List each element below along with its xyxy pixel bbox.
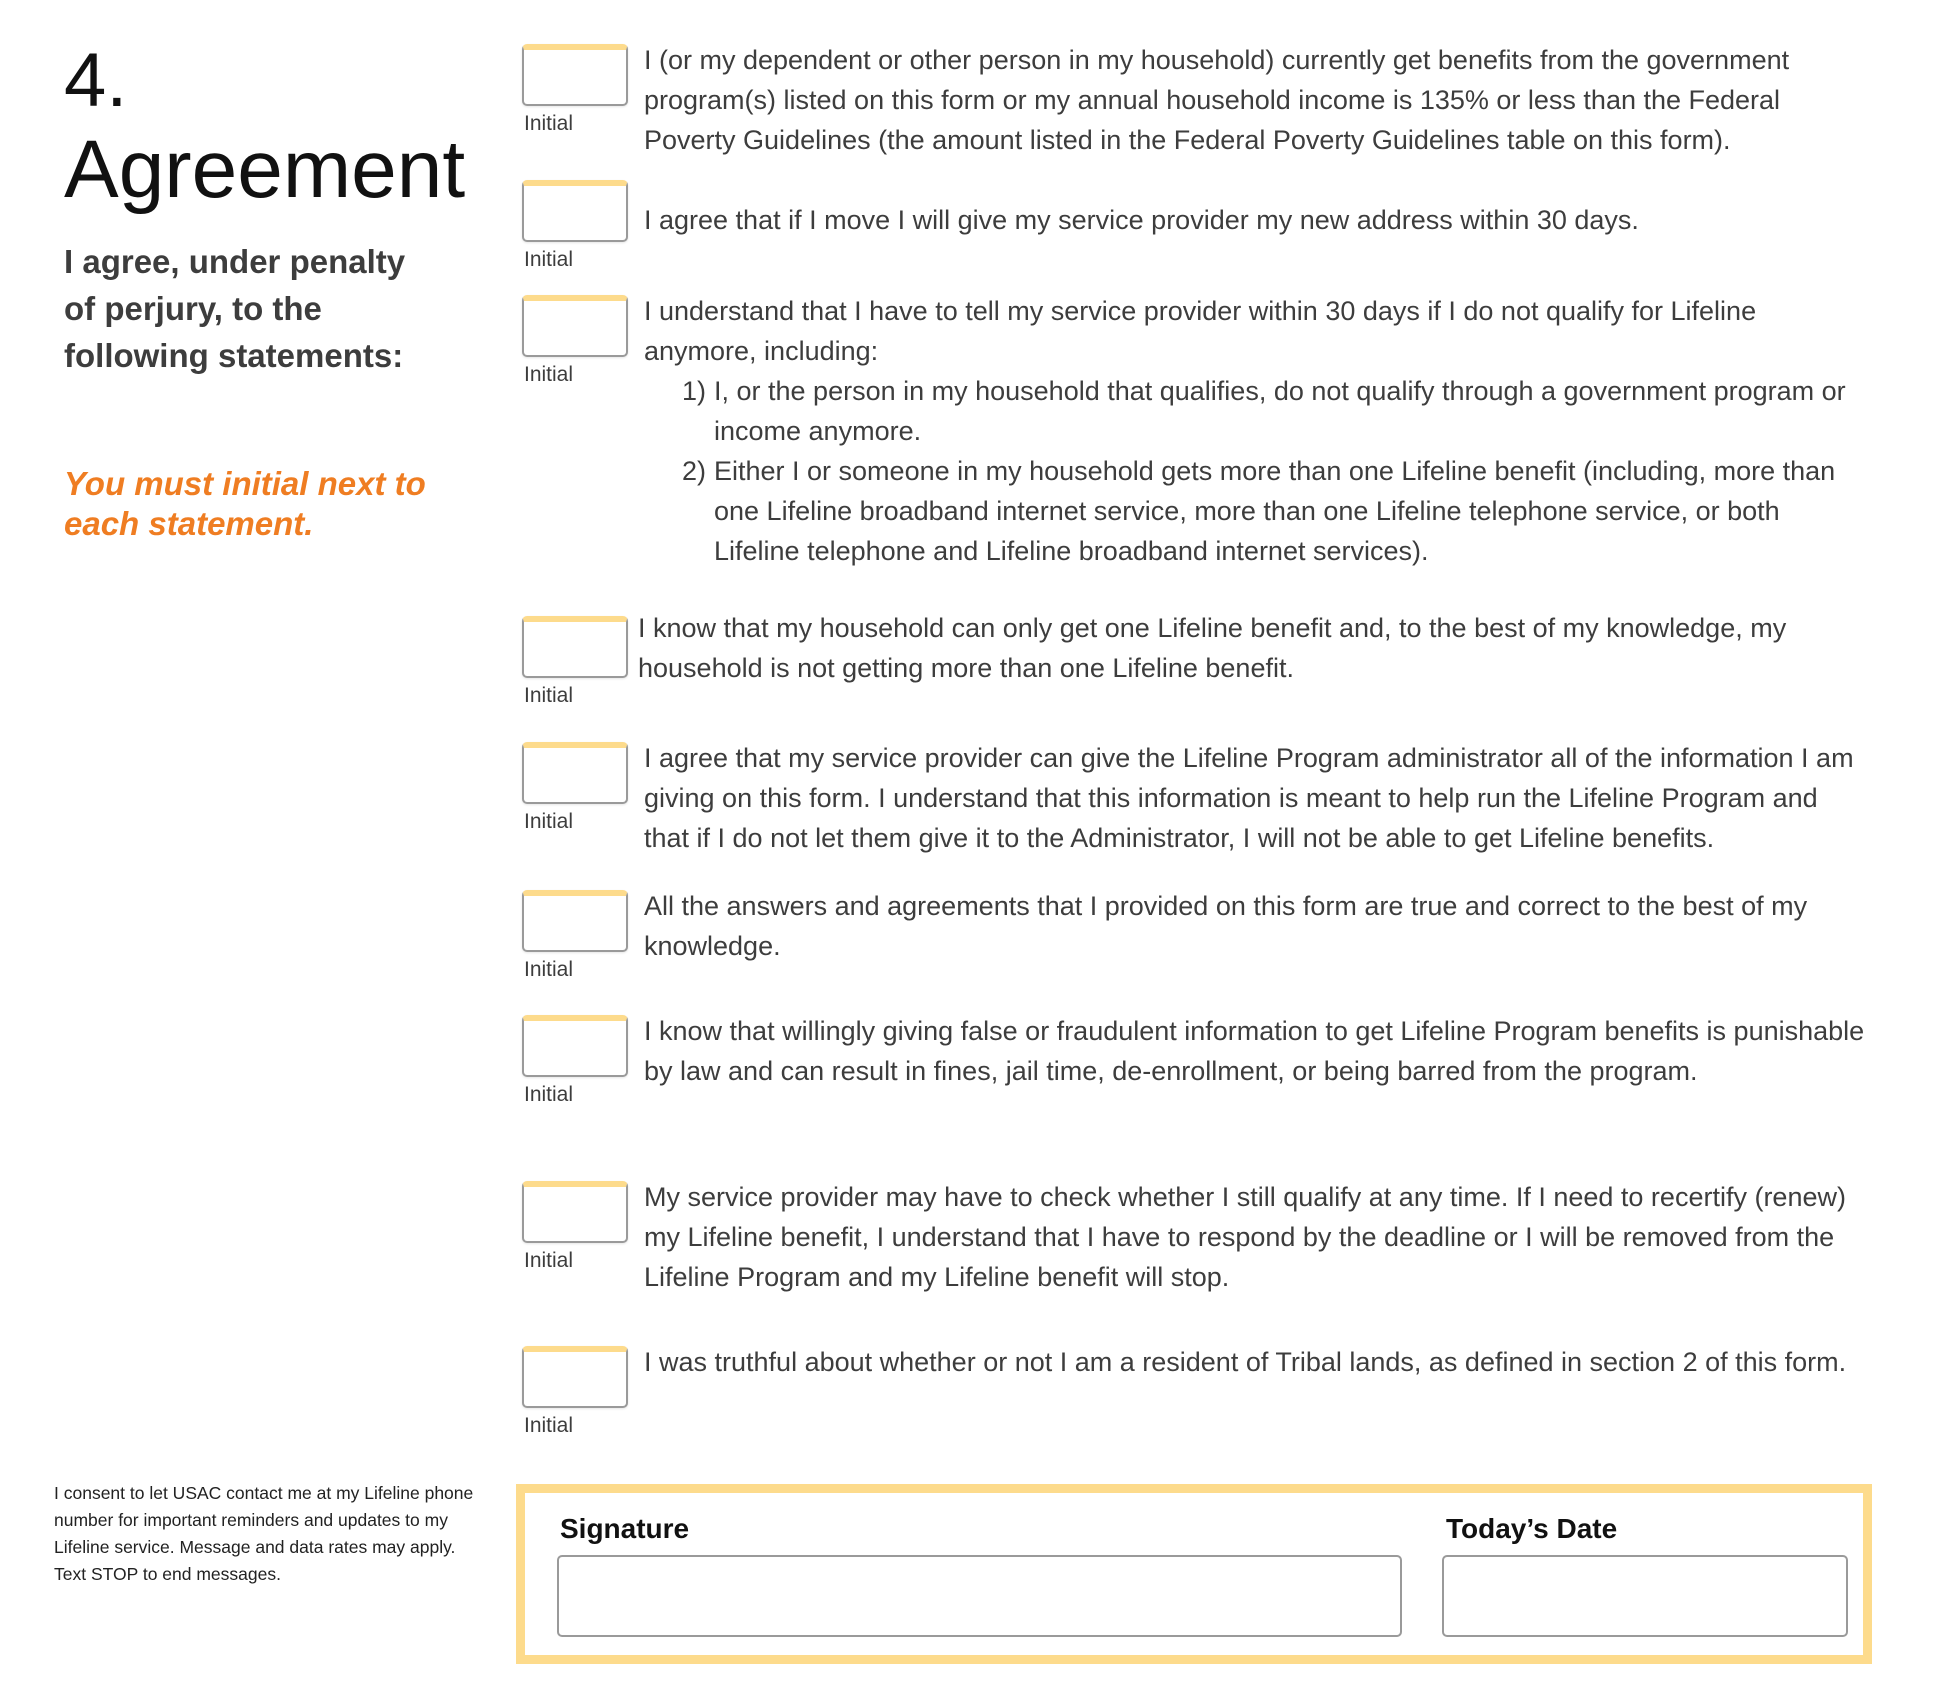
statement-text-8: My service provider may have to check whether I still qualify at any time. If I need to recertify (renew) my Lifeline benefit, I understand that I have to respond by the deadline or I will be removed from the Lifeline Program and my Lifeline benefit will stop. [644,1182,1846,1292]
section-instruction: You must initial next to each statement. [64,465,426,542]
section-number: 4. [64,38,128,123]
statement-text-2: I agree that if I move I will give my service provider my new address within 30 days. [644,205,1639,235]
initial-field-5[interactable] [522,742,628,804]
date-field[interactable] [1442,1555,1848,1637]
initial-field-1[interactable] [522,44,628,106]
statement-text-3-intro: I understand that I have to tell my service provider within 30 days if I do not qualify for Lifeline anymore, including: [644,296,1757,366]
signature-panel [516,1484,1872,1664]
initial-label: Initial [524,684,574,707]
sub-item-number: 1) [682,376,707,406]
statement-text-4: I know that my household can only get one Lifeline benefit and, to the best of my knowledge, my household is not getting more than one Lifeline benefit. [638,613,1787,683]
initial-field-8[interactable] [522,1181,628,1243]
sub-item-number: 2) [682,456,707,486]
section-subtitle: I agree, under penalty of perjury, to the following statements: [64,243,406,374]
statement-text-7: I know that willingly giving false or fraudulent information to get Lifeline Program benefits is punishable by law and can result in fines, jail time, de-enrollment, or being barred from the program. [644,1016,1865,1086]
statement-3-sub-list [644,371,1866,571]
initial-label: Initial [524,112,574,135]
statement-text-5: I agree that my service provider can give the Lifeline Program administrator all of the information I am giving on this form. I understand that this information is meant to help run the Lifeline Program and that if I do not let them give it to the Administrator, I will not be able to get Lifeline benefits. [644,743,1854,853]
date-label: Today’s Date [1446,1513,1618,1544]
initial-label: Initial [524,810,574,833]
initial-field-7[interactable] [522,1015,628,1077]
statement-text-6: All the answers and agreements that I provided on this form are true and correct to the best of my knowledge. [644,891,1808,961]
initial-field-3[interactable] [522,295,628,357]
consent-note: I consent to let USAC contact me at my Lifeline phone number for important reminders and updates to my Lifeline service. Message and data rates may apply. Text STOP to end messages. [54,1483,474,1584]
initial-field-4[interactable] [522,616,628,678]
initial-field-2[interactable] [522,180,628,242]
initial-label: Initial [524,248,574,271]
initial-label: Initial [524,1414,574,1437]
sub-item-1 [644,371,1866,451]
signature-field[interactable] [557,1555,1402,1637]
sub-item-text: Either I or someone in my household gets more than one Lifeline benefit (including, more than one Lifeline broadband internet service, more than one Lifeline telephone service, or both Lifeline telephone and Lifeline broadband internet services). [714,456,1836,566]
initial-field-6[interactable] [522,890,628,952]
section-title: Agreement [64,124,466,215]
initial-label: Initial [524,1249,574,1272]
statement-text-3 [644,291,1866,571]
initial-label: Initial [524,1083,574,1106]
sub-item-2 [644,451,1866,571]
initial-field-9[interactable] [522,1346,628,1408]
initial-label: Initial [524,363,574,386]
signature-label: Signature [560,1513,690,1544]
sub-item-text: I, or the person in my household that qualifies, do not qualify through a government program or income anymore. [714,376,1846,446]
statement-text-9: I was truthful about whether or not I am a resident of Tribal lands, as defined in section 2 of this form. [644,1347,1847,1377]
statement-text-1: I (or my dependent or other person in my household) currently get benefits from the government program(s) listed on this form or my annual household income is 135% or less than the Federal Poverty Guidelines (the amount listed in the Federal Poverty Guidelines table on this form). [644,45,1790,155]
initial-label: Initial [524,958,574,981]
